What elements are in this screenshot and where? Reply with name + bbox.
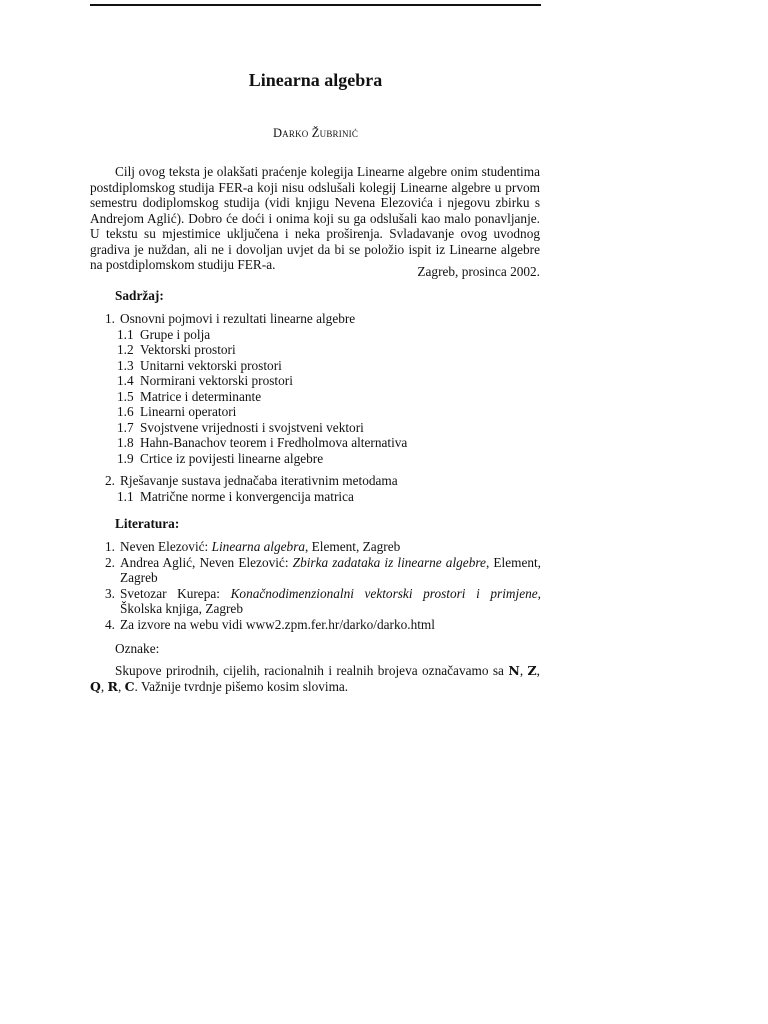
toc-subsection-number: 1.2 bbox=[117, 342, 134, 357]
literature-item bbox=[90, 539, 541, 555]
toc-section-2 bbox=[90, 473, 541, 504]
number-set-symbol: R bbox=[107, 678, 118, 694]
toc-subsection-title: Normirani vektorski prostori bbox=[140, 373, 293, 388]
place-date: Zagreb, prosinca 2002. bbox=[417, 264, 540, 279]
literature-number: 3. bbox=[105, 585, 115, 601]
literature-publisher: , Element, Zagreb bbox=[305, 539, 401, 554]
author-name: Darko Žubrinić bbox=[272, 126, 359, 140]
toc-subsection-title: Unitarni vektorski prostori bbox=[140, 357, 282, 373]
toc-section-number: 1. bbox=[105, 311, 115, 326]
toc-subsection-number: 1.3 bbox=[117, 357, 134, 373]
notation-text: Skupove prirodnih, cijelih, racionalnih i realnih brojeva označavamo sa bbox=[115, 663, 504, 678]
literature-number: 2. bbox=[105, 554, 115, 570]
literature-author: Andrea Aglić, Neven Elezović: bbox=[120, 554, 289, 570]
toc-subsection bbox=[90, 373, 541, 389]
toc-subsection-number: 1.1 bbox=[117, 488, 134, 504]
toc-subsection-number: 1.5 bbox=[117, 388, 134, 404]
literature-author: Svetozar Kurepa: bbox=[120, 585, 220, 601]
literature-number: 1. bbox=[105, 539, 115, 554]
toc-subsection-number: 1.9 bbox=[117, 450, 134, 466]
toc-subsection-title: Crtice iz povijesti linearne algebre bbox=[140, 450, 324, 466]
toc-subsection bbox=[90, 435, 541, 451]
toc-section-title: Osnovni pojmovi i rezultati linearne algebre bbox=[120, 311, 356, 326]
toc-section-1 bbox=[90, 311, 541, 466]
literature-publisher: , Školska knjiga, Zagreb bbox=[120, 585, 541, 616]
document-title: Linearna algebra bbox=[248, 70, 383, 90]
toc-subsection bbox=[90, 389, 541, 405]
number-set-symbol: N bbox=[508, 663, 520, 678]
number-set-symbol: Z bbox=[527, 663, 537, 678]
toc-subsection bbox=[90, 451, 541, 467]
number-set-symbol: C bbox=[124, 678, 135, 694]
literature-publisher: , Element, Zagreb bbox=[120, 554, 542, 585]
toc-subsection-title: Vektorski prostori bbox=[140, 342, 236, 357]
contents-heading: Sadržaj: bbox=[115, 288, 164, 303]
toc-subsection-title: Svojstvene vrijednosti i svojstveni vektori bbox=[140, 419, 364, 435]
notation-text-after: . Važnije tvrdnje pišemo kosim slovima. bbox=[134, 678, 349, 694]
toc-subsection bbox=[90, 327, 541, 343]
toc-subsection-title: Hahn-Banachov teorem i Fredholmova alternativa bbox=[140, 435, 408, 450]
toc-subsection bbox=[90, 489, 541, 505]
literature-item bbox=[90, 555, 541, 586]
toc-subsection-number: 1.7 bbox=[117, 419, 134, 435]
literature-author: Neven Elezović: bbox=[120, 539, 209, 554]
literature-item bbox=[90, 586, 541, 617]
literature-title: Konačnodimenzionalni vektorski prostori i primjene bbox=[230, 585, 538, 601]
notation-heading: Oznake: bbox=[115, 641, 160, 656]
toc-subsection bbox=[90, 404, 541, 420]
toc-subsection bbox=[90, 342, 541, 358]
literature-heading: Literatura: bbox=[115, 516, 180, 531]
literature-number: 4. bbox=[105, 616, 115, 632]
toc-subsection-number: 1.8 bbox=[117, 435, 134, 450]
toc-subsection-title: Grupe i polja bbox=[140, 326, 211, 342]
toc-section-title: Rješavanje sustava jednačaba iterativnim metodama bbox=[120, 473, 398, 488]
notation-paragraph: Skupove prirodnih, cijelih, racionalnih i realnih brojeva označavamo sa N, Z, Q, R, C. Važnije tvrdnje pišemo kosim slovima. bbox=[90, 663, 540, 694]
top-rule bbox=[90, 4, 541, 6]
toc-subsection-title: Linearni operatori bbox=[140, 404, 237, 419]
toc-subsection-number: 1.6 bbox=[117, 404, 134, 419]
toc-subsection-number: 1.4 bbox=[117, 373, 134, 388]
toc-subsection-number: 1.1 bbox=[117, 326, 134, 342]
literature-title: Linearna algebra bbox=[211, 539, 306, 554]
literature-title: Zbirka zadataka iz linearne algebre bbox=[292, 554, 486, 570]
number-set-symbol: Q bbox=[90, 678, 101, 694]
abstract-paragraph: Cilj ovog teksta je olakšati praćenje kolegija Linearne algebre onim studentima postdiplomskog studija FER-a koji nisu odslušali kolegij Linearne algebre u prvom semestru dodiplomskog studija (vidi knjigu Nevena Elezovića i njegovu zbirku s Andrejom Aglić). Dobro će doći i onima koji su ga odslušali kao malo ponavljanje. U tekstu su mjestimice uključena i neka proširenja. Svladavanje ovog uvodnog gradiva je nuždan, ali ne i dovoljan uvjet da bi se položio ispit iz Linearne algebre na postdiplomskom studiju FER-a. bbox=[90, 164, 540, 272]
toc-subsection-title: Matrične norme i konvergencija matrica bbox=[140, 488, 354, 504]
literature-author: Za izvore na webu vidi www2.zpm.fer.hr/darko/darko.html bbox=[120, 616, 435, 632]
toc-subsection-title: Matrice i determinante bbox=[140, 388, 262, 404]
toc-subsection bbox=[90, 420, 541, 436]
toc-subsection bbox=[90, 358, 541, 374]
literature-item bbox=[90, 617, 541, 633]
toc-section-number: 2. bbox=[105, 473, 115, 488]
literature-list bbox=[90, 539, 541, 632]
